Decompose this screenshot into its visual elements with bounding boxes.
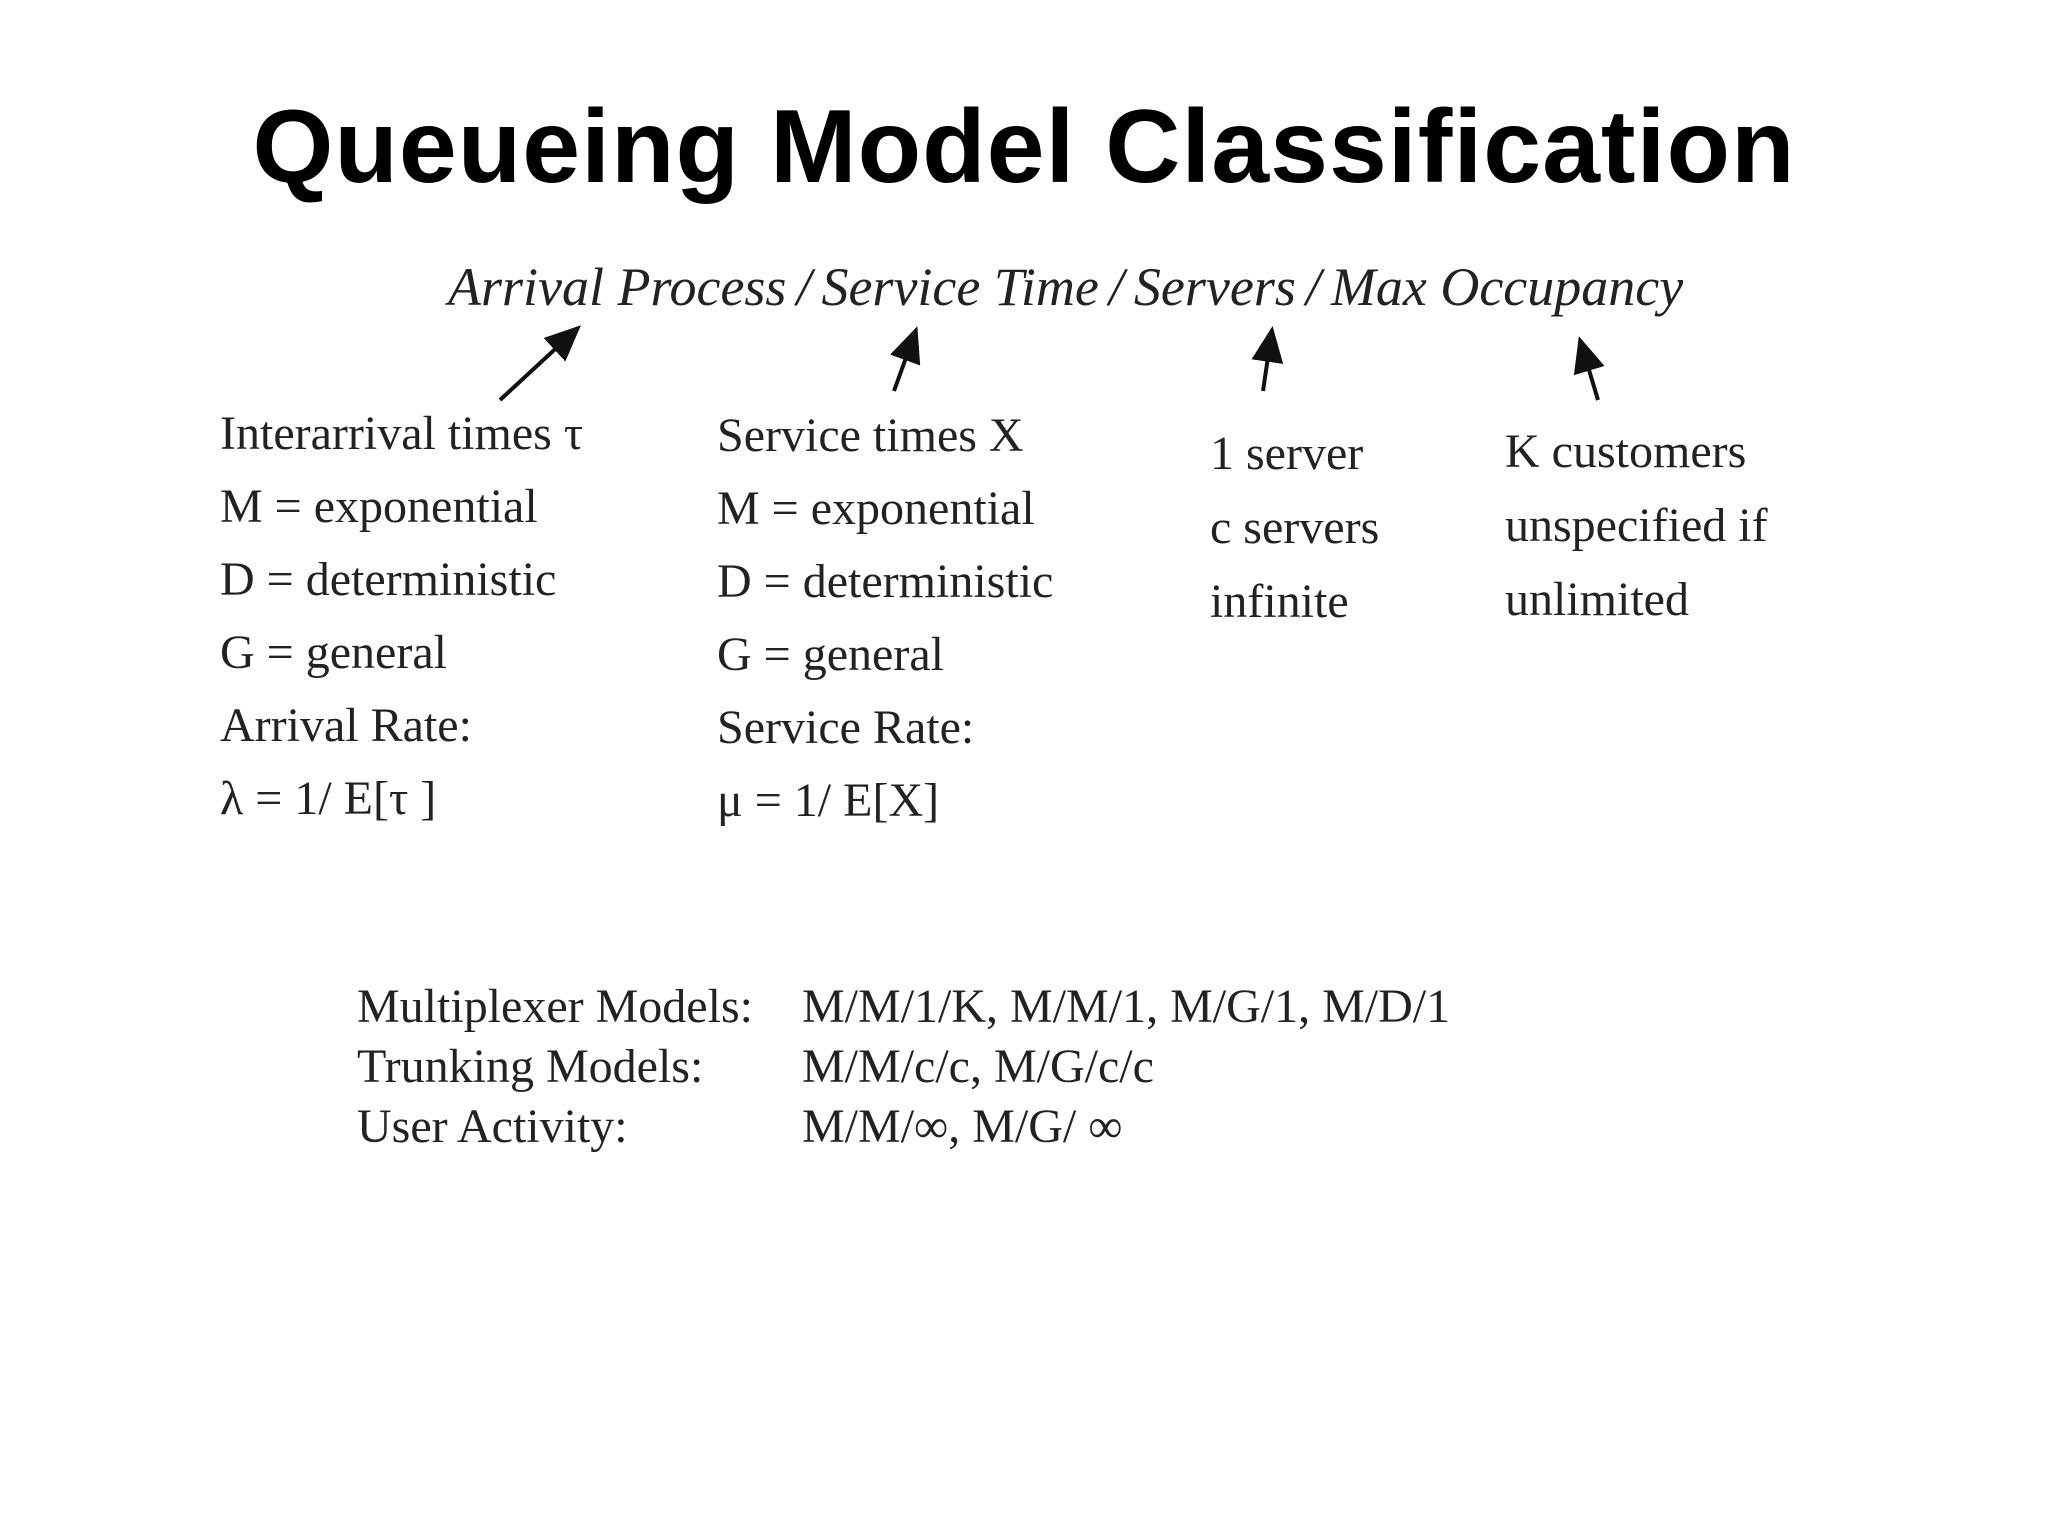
capacity-item: unspecified if bbox=[1505, 499, 1768, 552]
notation-separator: / bbox=[1305, 257, 1321, 317]
notation-separator: / bbox=[796, 257, 812, 317]
capacity-item: unlimited bbox=[1505, 573, 1689, 626]
model-row bbox=[357, 980, 1451, 1033]
arrival-rate-label: Arrival Rate: bbox=[220, 699, 472, 752]
model-category-value: M/M/1/K, M/M/1, M/G/1, M/D/1 bbox=[802, 980, 1451, 1033]
model-category-label: User Activity: bbox=[357, 1100, 628, 1153]
arrow-icon bbox=[1263, 330, 1272, 391]
service-times-heading: Service times X bbox=[717, 409, 1024, 462]
model-category-value: M/M/∞, M/G/ ∞ bbox=[802, 1100, 1123, 1153]
arrow-icon bbox=[500, 328, 578, 400]
notation-service-time: Service Time bbox=[821, 257, 1099, 317]
kendall-notation bbox=[448, 257, 1684, 317]
arrival-rate-formula: λ = 1/ E[τ ] bbox=[220, 772, 437, 825]
arrival-type-item: M = exponential bbox=[220, 480, 538, 533]
service-rate-label: Service Rate: bbox=[717, 701, 975, 754]
servers-item: c servers bbox=[1210, 501, 1380, 554]
model-category-label: Trunking Models: bbox=[357, 1040, 704, 1093]
arrival-process-column bbox=[220, 407, 584, 848]
model-row bbox=[357, 1040, 1450, 1093]
service-type-item: M = exponential bbox=[717, 482, 1035, 535]
model-category-value: M/M/c/c, M/G/c/c bbox=[802, 1040, 1154, 1093]
arrival-type-item: D = deterministic bbox=[220, 553, 557, 606]
interarrival-heading: Interarrival times τ bbox=[220, 407, 584, 460]
model-category-label: Multiplexer Models: bbox=[357, 980, 753, 1033]
arrow-icon bbox=[894, 330, 916, 391]
arrow-icon bbox=[1580, 340, 1598, 400]
slide-title: Queueing Model Classification bbox=[252, 89, 1796, 205]
notation-servers: Servers bbox=[1133, 257, 1296, 317]
model-row bbox=[357, 1100, 1450, 1153]
service-time-column bbox=[717, 409, 1054, 850]
servers-item: 1 server bbox=[1210, 427, 1364, 480]
model-examples bbox=[357, 980, 1451, 1163]
service-type-item: D = deterministic bbox=[717, 555, 1054, 608]
service-rate-formula: μ = 1/ E[X] bbox=[717, 774, 940, 827]
capacity-item: K customers bbox=[1505, 425, 1747, 478]
notation-separator: / bbox=[1108, 257, 1124, 317]
service-type-item: G = general bbox=[717, 628, 944, 681]
notation-arrival-process: Arrival Process bbox=[448, 257, 787, 317]
servers-column bbox=[1210, 427, 1380, 652]
servers-item: infinite bbox=[1210, 575, 1349, 628]
max-occupancy-column bbox=[1505, 425, 1768, 650]
arrival-type-item: G = general bbox=[220, 626, 447, 679]
notation-max-occupancy: Max Occupancy bbox=[1330, 257, 1684, 317]
